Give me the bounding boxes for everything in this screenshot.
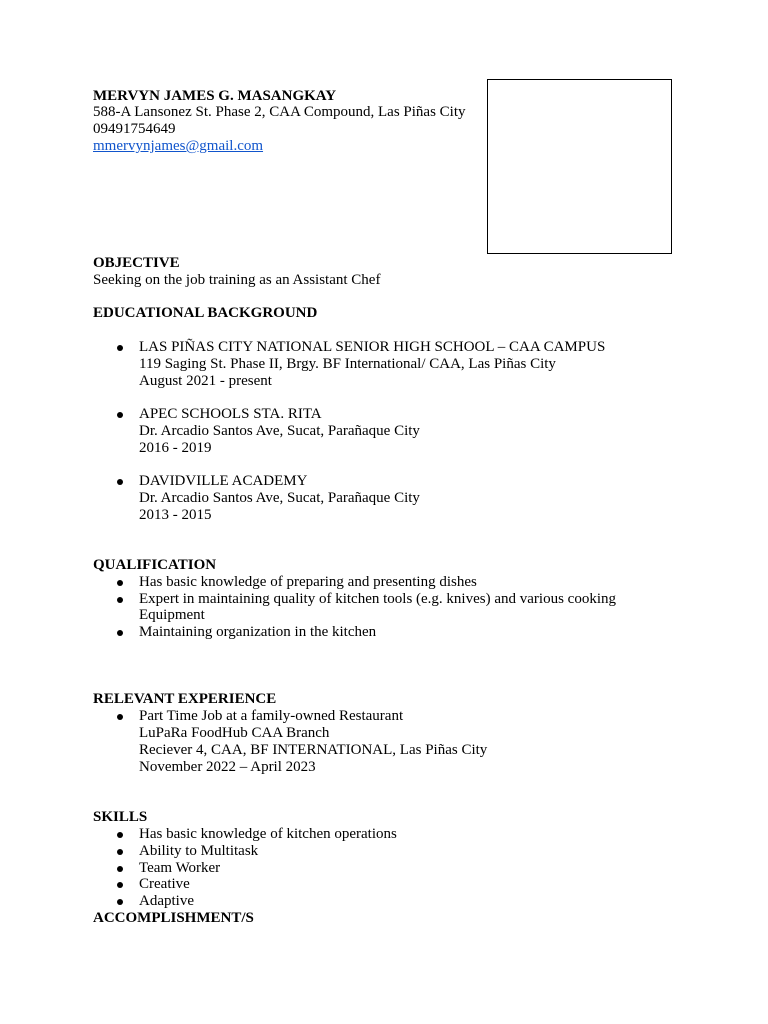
bullet-icon: [117, 899, 123, 905]
school-address: Dr. Arcadio Santos Ave, Sucat, Parañaque City: [139, 490, 420, 506]
education-heading: EDUCATIONAL BACKGROUND: [93, 305, 318, 321]
school-name: APEC SCHOOLS STA. RITA: [139, 406, 322, 422]
education-item: [139, 406, 420, 457]
school-years: 2013 - 2015: [139, 507, 212, 523]
applicant-address: 588-A Lansonez St. Phase 2, CAA Compound, Las Piñas City: [93, 104, 466, 120]
experience-heading: RELEVANT EXPERIENCE: [93, 691, 277, 707]
qualification-heading: QUALIFICATION: [93, 557, 217, 573]
experience-item: [139, 708, 487, 776]
skill-item: Creative: [139, 876, 190, 892]
education-item: [139, 473, 420, 524]
photo-placeholder: [487, 79, 672, 254]
skill-item: Team Worker: [139, 860, 221, 876]
bullet-icon: [117, 580, 123, 586]
school-years: 2016 - 2019: [139, 440, 212, 456]
school-address: Dr. Arcadio Santos Ave, Sucat, Parañaque City: [139, 423, 420, 439]
job-dates: November 2022 – April 2023: [139, 759, 316, 775]
applicant-email-link[interactable]: mmervynjames@gmail.com: [93, 138, 264, 154]
company-name: LuPaRa FoodHub CAA Branch: [139, 725, 330, 741]
bullet-icon: [117, 479, 123, 485]
education-item: [139, 339, 605, 390]
skills-heading: SKILLS: [93, 809, 148, 825]
qualification-item-continued: Equipment: [139, 607, 205, 623]
school-name: LAS PIÑAS CITY NATIONAL SENIOR HIGH SCHOOL – CAA CAMPUS: [139, 339, 606, 355]
bullet-icon: [117, 866, 123, 872]
bullet-icon: [117, 882, 123, 888]
bullet-icon: [117, 412, 123, 418]
applicant-name: MERVYN JAMES G. MASANGKAY: [93, 88, 337, 104]
skill-item: Has basic knowledge of kitchen operations: [139, 826, 397, 842]
bullet-icon: [117, 832, 123, 838]
bullet-icon: [117, 714, 123, 720]
bullet-icon: [117, 345, 123, 351]
objective-text: Seeking on the job training as an Assistant Chef: [93, 272, 381, 288]
bullet-icon: [117, 597, 123, 603]
accomplishments-heading: ACCOMPLISHMENT/S: [93, 910, 254, 926]
qualification-item: Maintaining organization in the kitchen: [139, 624, 377, 640]
school-years: August 2021 - present: [139, 373, 272, 389]
bullet-icon: [117, 849, 123, 855]
school-name: DAVIDVILLE ACADEMY: [139, 473, 308, 489]
job-title: Part Time Job at a family-owned Restaurant: [139, 708, 404, 724]
school-address: 119 Saging St. Phase II, Brgy. BF International/ CAA, Las Piñas City: [139, 356, 556, 372]
skill-item: Ability to Multitask: [139, 843, 259, 859]
bullet-icon: [117, 630, 123, 636]
applicant-phone: 09491754649: [93, 121, 176, 137]
objective-heading: OBJECTIVE: [93, 255, 180, 271]
qualification-item: Has basic knowledge of preparing and presenting dishes: [139, 574, 477, 590]
company-address: Reciever 4, CAA, BF INTERNATIONAL, Las Piñas City: [139, 742, 488, 758]
qualification-item: Expert in maintaining quality of kitchen tools (e.g. knives) and various cooking: [139, 591, 616, 607]
skill-item: Adaptive: [139, 893, 194, 909]
